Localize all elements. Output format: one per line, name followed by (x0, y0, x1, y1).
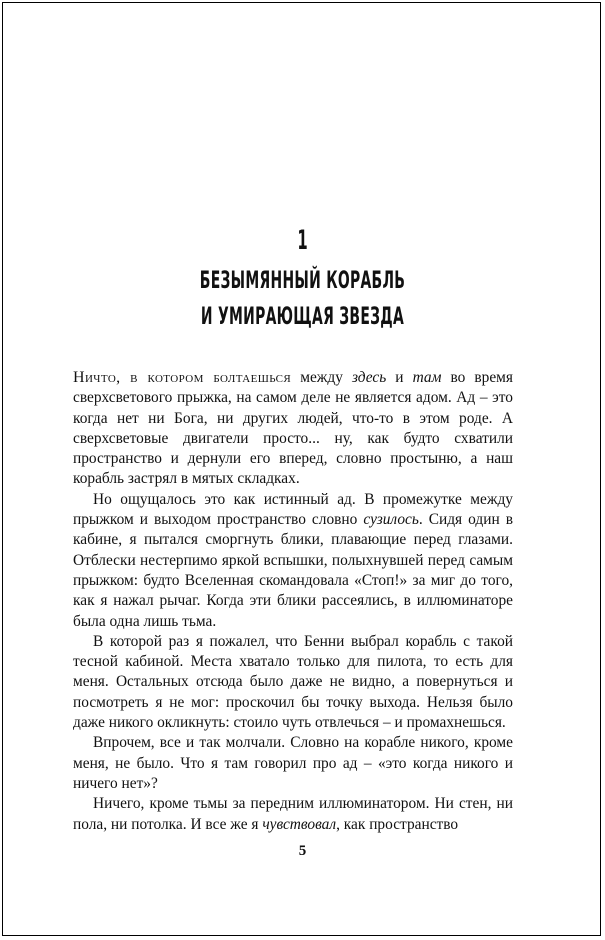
page-number: 5 (298, 843, 307, 859)
paragraph-5: Ничего, кроме тьмы за передним иллюминатором. Ни стен, ни пола, ни потолка. И все же я чувствовал, как пространство (73, 795, 513, 833)
chapter-number: 1 (297, 225, 308, 256)
chapter-title-line-1: БЕЗЫМЯННЫЙ КОРАБЛЬ (199, 266, 406, 294)
paragraph-3: В которой раз я пожалел, что Бенни выбрал корабль с такой тесной кабиной. Места хватало только для пилота, то есть для меня. Остальных отсюда было даже не видно, а повернуться и посмотреть я не мог: проскочил бы точку выхода. Нельзя было даже никого окликнуть: стоило чуть отвлечься – и промахнешься. (73, 632, 513, 732)
paragraph-2: Но ощущалось это как истинный ад. В промежутке между прыжком и выходом пространство словно сузилось. Сидя один в кабине, я пытался сморгнуть блики, плавающие перед глазами. Отблески нестерпимо яркой вспышки, полыхнувшей перед самым прыжком: будто Вселенная скомандовала «Стоп!» за миг до того, как я нажал рычаг. Когда эти блики рассеялись, в иллюминаторе была одна лишь тьма. (73, 490, 514, 630)
chapter-title (0, 262, 605, 334)
lead-in: Ничто, в котором болтаешься (73, 369, 292, 386)
paragraph-1: Ничто, в котором болтаешься между здесь и там во время сверхсветового прыжка, на самом деле не является адом. Ад – это когда нет ни Бога, ни других людей, что-то в этом роде. А сверхсветовые двигатели просто... ну, как будто схватили пространство и дернули его вперед, словно простыню, а наш корабль застрял в мятых складках. (73, 369, 513, 488)
body-text (73, 368, 513, 835)
paragraph-4: Впрочем, все и так молчали. Словно на корабле никого, кроме меня, не было. Что я там говорил про ад – «это когда никого и ничего нет»? (73, 734, 513, 792)
chapter-title-line-2: И УМИРАЮЩАЯ ЗВЕЗДА (200, 302, 405, 330)
